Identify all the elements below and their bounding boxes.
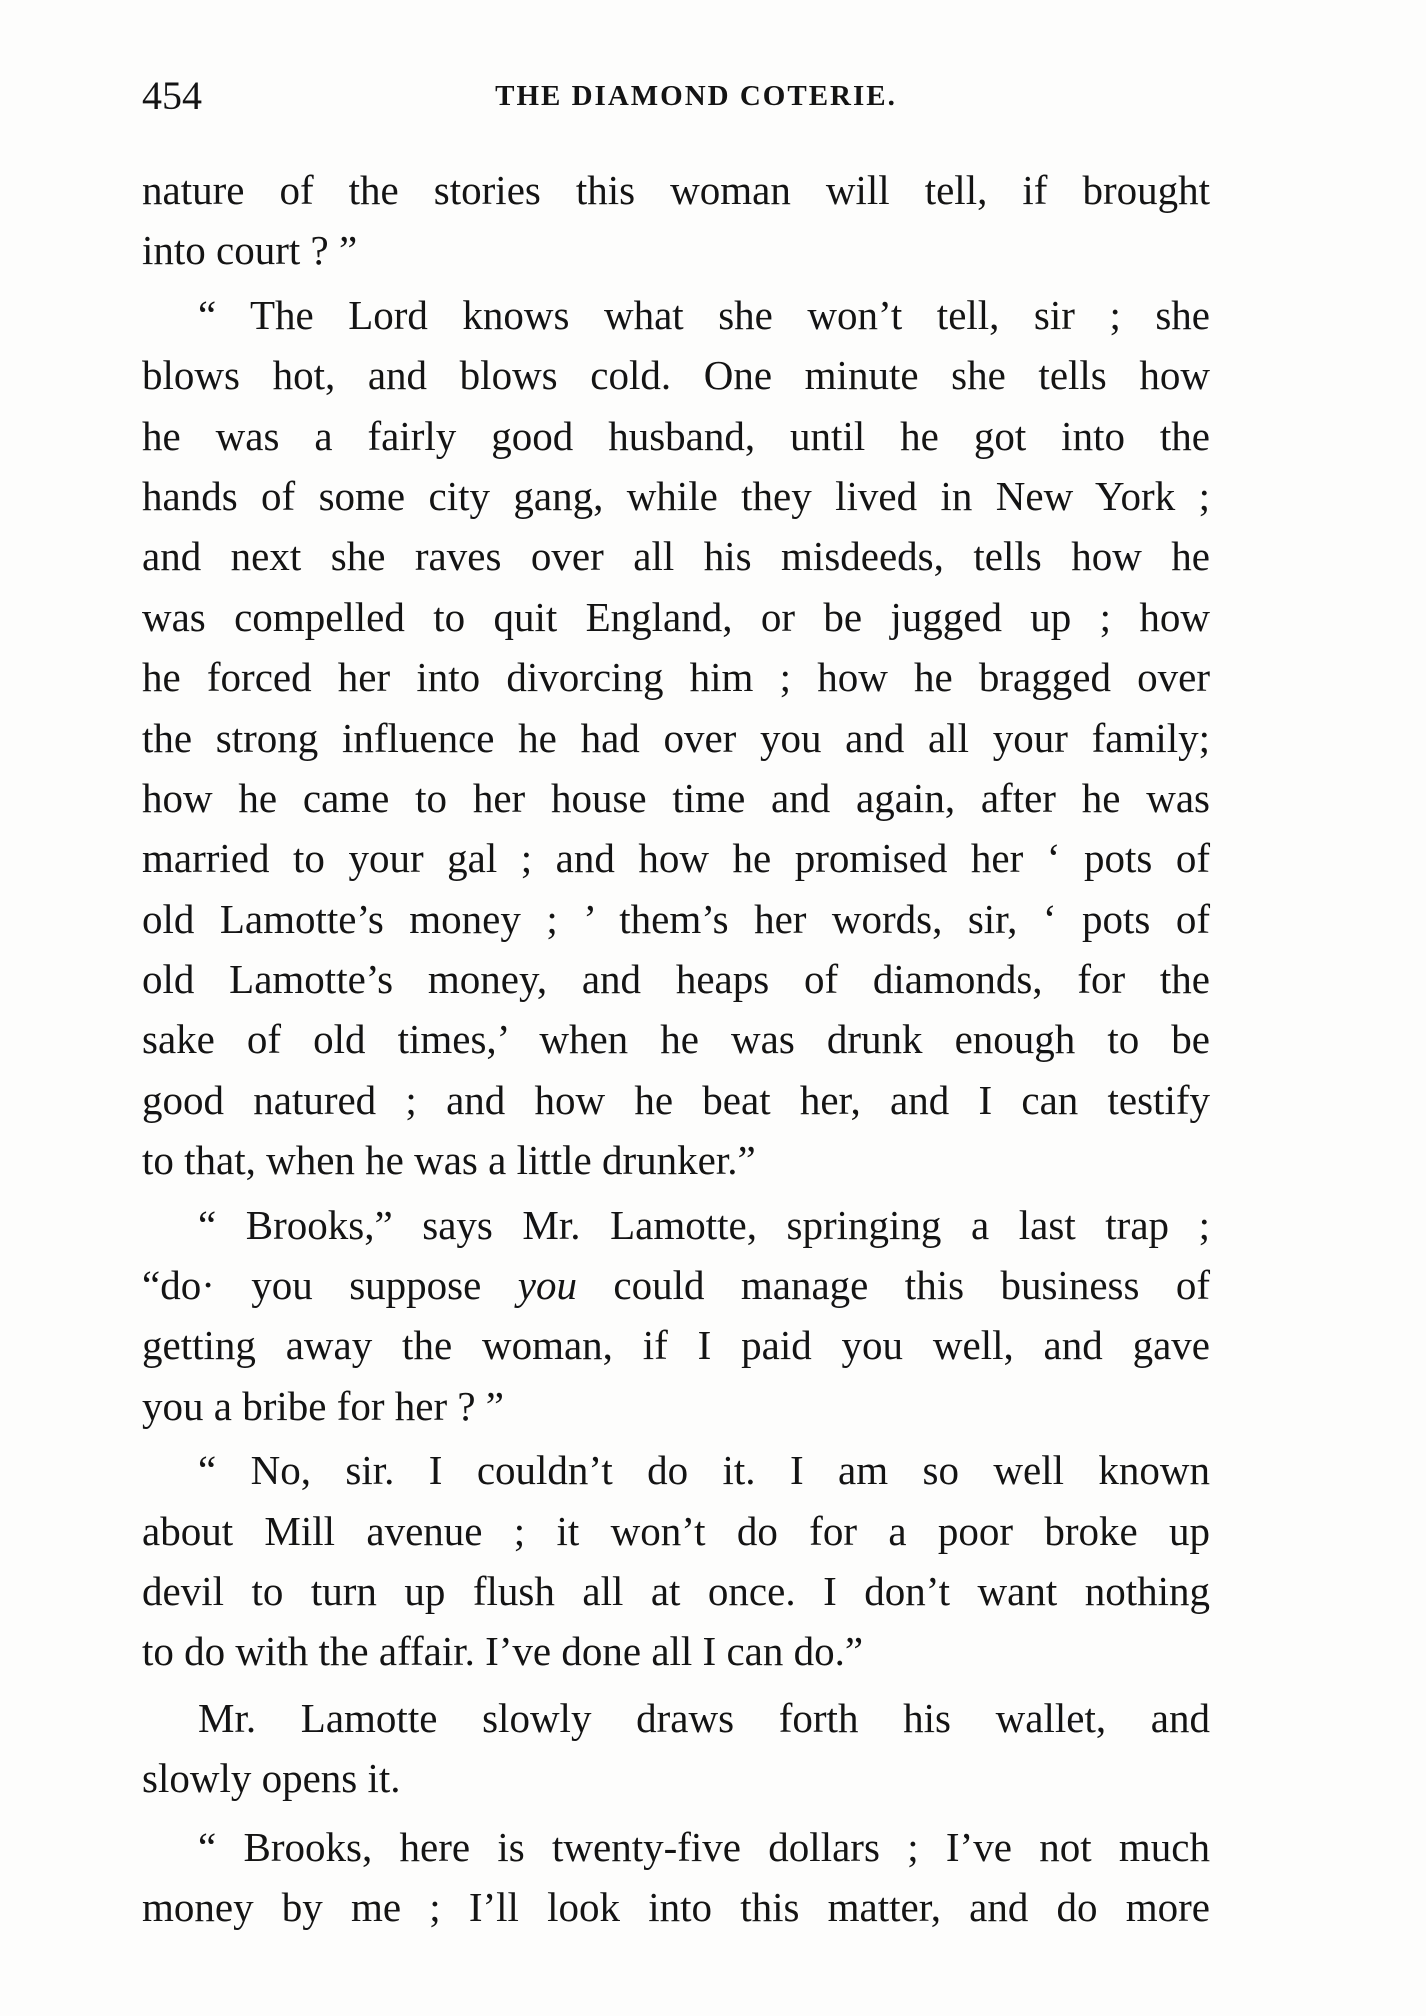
text-line: you a bribe for her ? ” xyxy=(142,1382,504,1429)
text-line: married to your gal ; and how he promised her ‘ pots of xyxy=(142,835,1210,882)
text-line: Mr. Lamotte slowly draws forth his wallet, and xyxy=(198,1694,1210,1741)
text-line: slowly opens it. xyxy=(142,1755,401,1802)
text-segment: could manage this business of xyxy=(576,1262,1211,1309)
paragraph-gap xyxy=(142,1809,1210,1817)
text-line: old Lamotte’s money, and heaps of diamonds, for the xyxy=(142,956,1210,1003)
page-number: 454 xyxy=(142,73,202,118)
body-text xyxy=(142,160,1210,1937)
text-line: good natured ; and how he beat her, and I can testify xyxy=(142,1076,1210,1123)
text-line: he forced her into divorcing him ; how he bragged over xyxy=(142,654,1210,701)
text-line: “ Brooks,” says Mr. Lamotte, springing a last trap ; xyxy=(198,1201,1210,1248)
text-line: he was a fairly good husband, until he got into the xyxy=(142,412,1210,459)
text-line: and next she raves over all his misdeeds, tells how he xyxy=(142,533,1210,580)
text-line: how he came to her house time and again, after he was xyxy=(142,774,1210,821)
text-line: old Lamotte’s money ; ’ them’s her words, sir, ‘ pots of xyxy=(142,895,1210,942)
text-line: sake of old times,’ when he was drunk enough to be xyxy=(142,1016,1210,1063)
text-line: blows hot, and blows cold. One minute she tells how xyxy=(142,352,1210,399)
emphasized-word: you xyxy=(517,1262,577,1309)
text-segment: “do· you suppose xyxy=(142,1262,518,1309)
running-title: THE DIAMOND COTERIE. xyxy=(495,80,897,112)
text-line: nature of the stories this woman will tell, if brought xyxy=(142,167,1210,213)
text-line: “ The Lord knows what she won’t tell, sir ; she xyxy=(198,291,1210,338)
text-line: to do with the affair. I’ve done all I can do.” xyxy=(142,1628,864,1675)
text-line: into court ? ” xyxy=(142,227,358,274)
text-line xyxy=(142,1255,1210,1315)
text-line: “ Brooks, here is twenty-five dollars ; I’ve not much xyxy=(198,1823,1210,1870)
text-line: money by me ; I’ll look into this matter, and do more xyxy=(142,1883,1210,1930)
text-line: to that, when he was a little drunker.” xyxy=(142,1137,756,1184)
text-line: hands of some city gang, while they lived in New York ; xyxy=(142,472,1210,519)
text-line: the strong influence he had over you and all your family; xyxy=(142,714,1210,761)
text-line: about Mill avenue ; it won’t do for a poor broke up xyxy=(142,1507,1210,1554)
text-line: devil to turn up flush all at once. I don’t want nothing xyxy=(142,1567,1210,1614)
running-head xyxy=(142,66,1210,126)
text-line: getting away the woman, if I paid you well, and gave xyxy=(142,1322,1210,1369)
text-line: was compelled to quit England, or be jugged up ; how xyxy=(142,593,1210,640)
text-line: “ No, sir. I couldn’t do it. I am so well known xyxy=(198,1447,1210,1494)
